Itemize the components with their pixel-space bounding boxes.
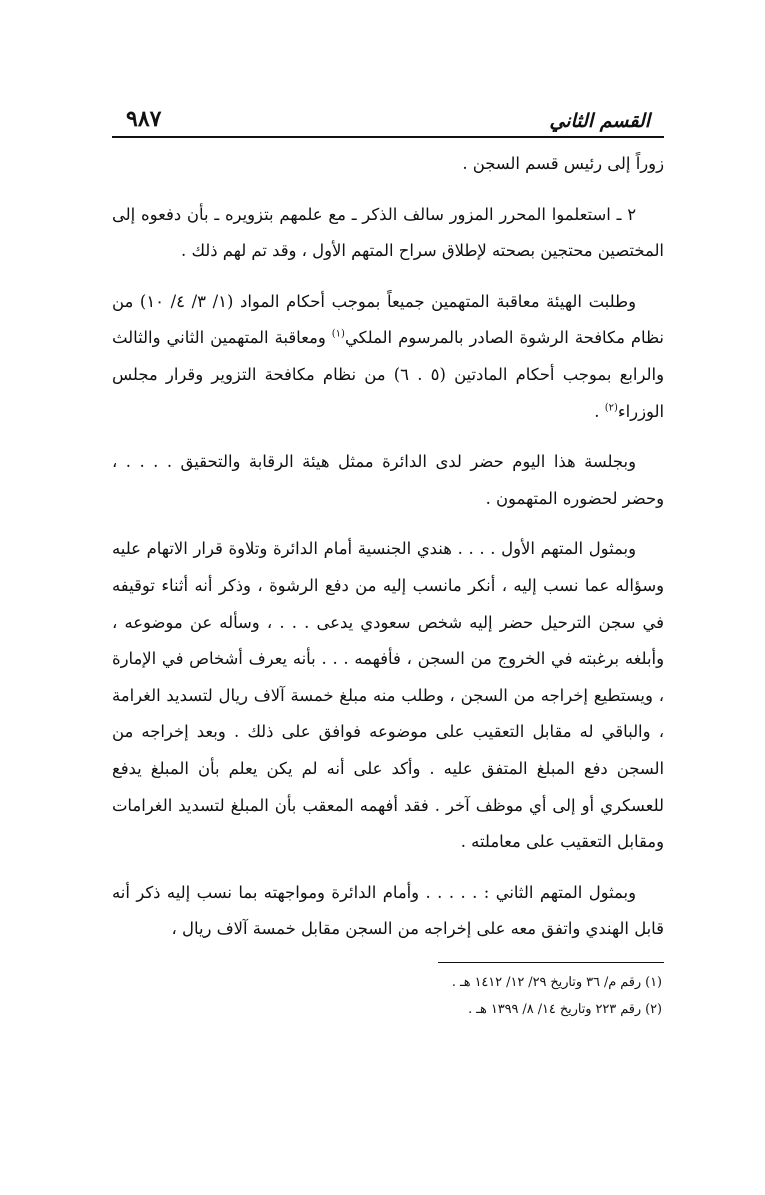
document-page: [112, 98, 664, 1023]
footnote-2: (٢) رقم ٢٢٣ وتاريخ ١٤/ ٨/ ١٣٩٩ هـ .: [468, 1001, 662, 1017]
header-rule: [112, 136, 664, 138]
running-header: [112, 98, 664, 132]
paragraph-second-defendant: وبمثول المتهم الثاني : . . . . . وأمام الدائرة ومواجهته بما نسب إليه ذكر أنه قابل الهندي واتفق معه على إخراجه من السجن مقابل خمسة آلاف ريال ،: [112, 882, 664, 939]
footnote-rule: [438, 962, 664, 963]
paragraph-first-defendant: وبمثول المتهم الأول . . . . هندي الجنسية أمام الدائرة وتلاوة قرار الاتهام عليه وسؤاله عما نسب إليه ، أنكر مانسب إليه من دفع الرشوة ، وذكر أنه أثناء توقيفه في سجن الترحيل حضر إليه شخص سعودي يدعى . . . ، وسأله عن موضوعه ، وأبلغه برغبته في الخروج من السجن ، فأفهمه . . . بأنه يعرف أشخاص في الإمارة ، ويستطيع إخراجه من السجن ، وطلب منه مبلغ خمسة آلاف ريال لتسديد الغرامة ، والباقي له مقابل التعقيب على موضوعه فوافق على ذلك . وبعد إخراجه من السجن دفع المبلغ المتفق عليه . وأكد على أنه لم يكن يعلم بأن المبلغ يدفع للعسكري أو إلى أي موظف آخر . فقد أفهمه المعقب بأن المبلغ لتسديد الغرامات ومقابل التعقيب على معاملته .: [112, 539, 664, 852]
paragraph-session: وبجلسة هذا اليوم حضر لدى الدائرة ممثل هيئة الرقابة والتحقيق . . . . ، وحضر لحضوره المتهمون .: [112, 452, 664, 508]
footnote-1: (١) رقم م/ ٣٦ وتاريخ ٢٩/ ١٢/ ١٤١٢ هـ .: [451, 974, 662, 990]
footnotes: [112, 969, 664, 1023]
paragraph-continuation: زوراً إلى رئيس قسم السجن .: [462, 154, 664, 173]
paragraph-text: وطلبت الهيئة معاقبة المتهمين جميعاً بموجب أحكام المواد (١/ ٣/ ٤/ ١٠) من نظام مكافحة الرشوة الصادر بالمرسوم الملكي: [112, 291, 664, 348]
section-title: القسم الثاني: [549, 110, 650, 132]
paragraph-item-2: ٢ ـ استعلموا المحرر المزور سالف الذكر ـ مع علمهم بتزويره ـ بأن دفعوه إلى المختصين محتجين بصحته لإطلاق سراح المتهم الأول ، وقد تم لهم ذلك .: [112, 204, 664, 261]
footnote-ref-1: (١): [331, 328, 345, 340]
footnote-separator: [112, 962, 664, 963]
page-number: ٩٨٧: [126, 106, 162, 132]
body-text: [112, 146, 664, 948]
paragraph-prosecution-request: [112, 284, 664, 430]
footnote-ref-2: (٢): [604, 402, 618, 414]
paragraph-text: .: [594, 401, 605, 421]
paragraph-text: ومعاقبة المتهمين الثاني والثالث والرابع بموجب أحكام المادتين (٥ . ٦) من نظام مكافحة التزوير وقرار مجلس الوزراء: [112, 328, 664, 421]
